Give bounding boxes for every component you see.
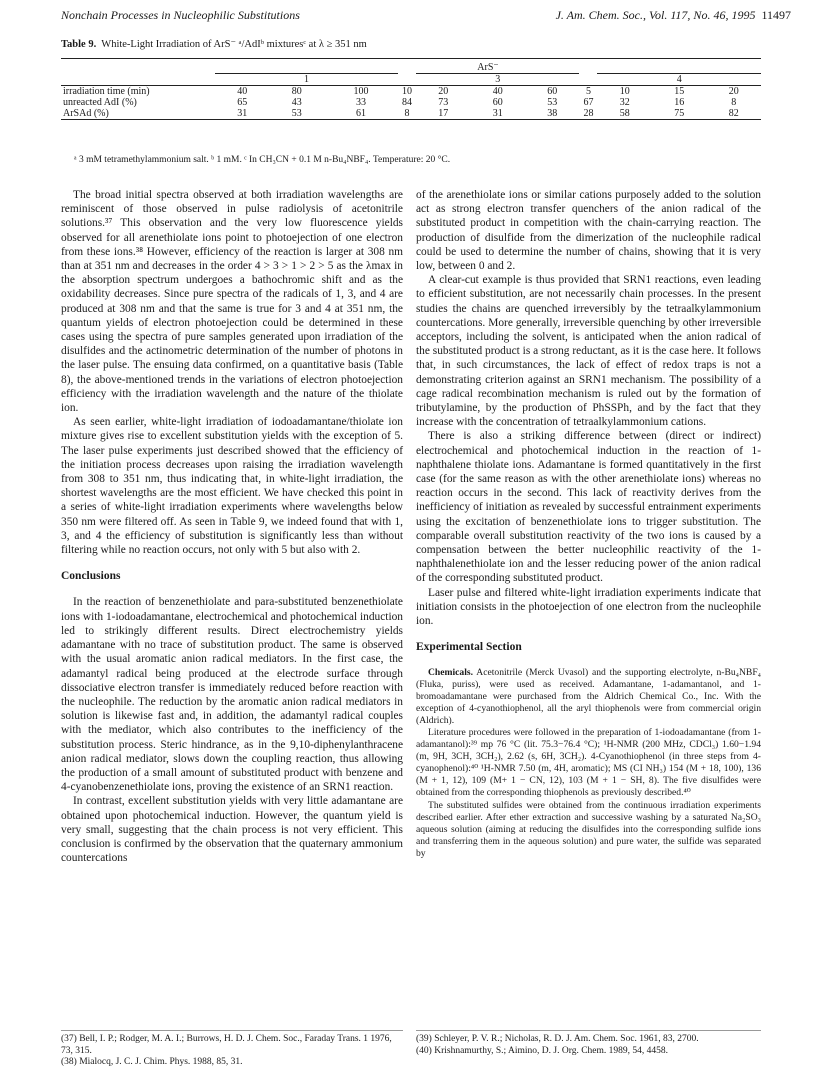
running-title: Nonchain Processes in Nucleophilic Substitutions [61,8,300,22]
paragraph: There is also a striking difference between (direct or indirect) electrochemical and photochemical induction in the reaction of 1-naphthalene thiolate ions. Adamantane is formed quantitatively in the first case (for the same reason as with the other arenethiolate ions) whereas no reaction occurs in the second. This lack of reactivity derives from the inefficiency of initiation as revealed by successful entrainment experiments using the excitation of benzenethiolate ions to trigger substitution. The comparable overall substitution reactivity of the two ions is caused by a compensation between the better nucleophilic reactivity of the 1-naphthalenethiolate ion and the lesser reducing power of the anion radical of the corresponding substituted product. [416,430,761,585]
table-cell: 8 [731,97,737,108]
row-label: unreacted AdI (%) [63,97,137,108]
references-left [61,1030,403,1069]
group-label: 4 [597,74,761,86]
group-label: 3 [416,74,580,86]
paragraph: As seen earlier, white-light irradiation of iodoadamantane/thiolate ion mixture gives rise to excellent substitution yields with the exception of 5. The laser pulse experiments just described showed that the efficiency of the initiation process decreases upon raising the irradiation wavelength from 308 to 351 nm, thus indicating that, in white-light irradiation, the shortest wavelengths are the most efficient. We have checked this point in a series of white-light irradiation experiments where wavelengths below 350 nm were filtered off. As seen in Table 9, we indeed found that with 1, 3, and 4 the efficiency of substitution is significantly less than without filtering while no reaction occurs, not only with 5 but also with 2. [61,416,403,557]
paragraph: In contrast, excellent substitution yields with very little adamantane are obtained upon photochemical induction. However, the quantum yield is very small, suggesting that the chain process is not very efficient. This conclusion is confirmed by the observation that the quaternary ammonium countercations [61,795,403,865]
table-caption-text: White-Light Irradiation of ArS⁻ ᵃ/AdIᵇ mixturesᶜ at λ ≥ 351 nm [101,39,367,50]
data-table [61,58,761,120]
paragraph: Laser pulse and filtered white-light irradiation experiments indicate that initiation consists in the photoejection of one electron from the nucleophile ion. [416,586,761,628]
group-label: 1 [215,74,398,86]
table-cell: 5 [585,86,591,97]
table-cell: 82 [728,108,739,119]
paragraph: of the arenethiolate ions or similar cations purposely added to the solution act as strong electron transfer quenchers of the anion radical of the substituted product in competition with the chain-carrying reaction. The production of disulfide from the dimerization of the nucleophile radical could be used to determine the number of chains, showing that it is very low, between 0 and 2. [416,189,761,273]
page-number: 11497 [761,8,791,22]
table-row [61,86,761,98]
table-row [61,97,761,108]
table-cell: 53 [547,97,558,108]
paragraph: In the reaction of benzenethiolate and para-substituted benzenethiolate ions with 1-iodoadamantane, electrochemical and photochemical induction led to strikingly different results. Direct electrochemistry yields adamantane with no trace of substitution product. The same is observed with the usual aromatic anion radical mediators. In the first case, the adamantyl radical being produced at the electrode surface through dissociative electron transfer is immediately reduced before reaction with the nucleophile. The reduction by the aromatic anion radical mediators in solution is likewise fast and, in addition, the adamantyl radical couples with the mediator, which also contributes to the inefficiency of the substitution process. Steric hindrance, as in the 9,10-diphenylanthracene anion radical mediator, slows down the coupling reaction, thus allowing the production of a small amount of substituted product with benzene and 4-cyanobenzenethiolate ions, proving the existence of an SRN1 reaction. [61,596,403,794]
paragraph: A clear-cut example is thus provided that SRN1 reactions, even leading to efficient substitution, are not necessarily chain processes. In the present studies the chains are quenched irreversibly by the tetraalkylammonium countercations. More generally, irreversible quenching by other irreversible acceptors, including the solvent, is anticipated when the anion radical of the substituted product is a strong reductant, as it is the case here. It follows that, in such circumstances, the lack of effect of redox traps is not a demonstrating criterion against an SRN1 mechanism. The possibility of a cage radical recombination mechanism is ruled out by the formation of tributylamine, by the production of PhSSPh, and by the fact that they increase with the concentration of tetraalkylammonium cations. [416,274,761,429]
journal-citation: J. Am. Chem. Soc., Vol. 117, No. 46, 1995 11497 [555,8,791,22]
table-cell: 65 [237,97,248,108]
table-cell: 17 [438,108,449,119]
row-label: irradiation time (min) [63,86,150,97]
table-cell: 31 [492,108,503,119]
table-cell: 60 [547,86,558,97]
reference: (38) Mialocq, J. C. J. Chim. Phys. 1988, 85, 31. [61,1057,243,1067]
table-cell: 8 [404,108,410,119]
paragraph: The substituted sulfides were obtained from the continuous irradiation experiments described earlier. After ether extraction and successive washing by a saturated Na₂SO₃ aqueous solution (aiming at reducing the disulfides into the corresponding sulfide ions and transferring them in the aqueous solution) and pure water, the sulfide was separated by [416,799,761,859]
reference: (39) Schleyer, P. V. R.; Nicholas, R. D. J. Am. Chem. Soc. 1961, 83, 2700. [416,1034,699,1044]
table-cell: 33 [355,97,366,108]
table-cell: 40 [492,86,503,97]
left-column [61,188,403,865]
paragraph: The broad initial spectra observed at both irradiation wavelengths are reminiscent of those observed in pulse radiolysis of acetonitrile solutions.³⁷ This observation and the very low fluorescence yields observed for all arenethiolate ions point to photoejection of one electron from these ions.³⁸ However, efficiency of the reaction is larger at 308 nm than at 351 nm and decreases in the order 4 > 3 > 1 > 2 > 5 as the λmax in the absorption spectrum undergoes a bathochromic shift and as the oxidability decreases. Since pure spectra of the radicals of 1, 3, and 4 are produced at 308 nm and that the same is true for 3 and 4 at 351 nm, the quantum yields of electron photoejection could be determined in these cases using the spectra of pure samples generated upon irradiation of the disulfides and the actinometric determination of the number of photons in the laser pulse. The ensuing data confirmed, on a quantitative basis (Table 8), the above-mentioned trends in the variations of electron photoejection efficiency with the irradiation wavelength and the nature of the thiolate ion. [61,189,403,415]
table-cell: 75 [674,108,685,119]
table-label: Table 9. [61,39,97,50]
table-cell: 40 [237,86,248,97]
subsection-title: Chemicals. [428,666,474,678]
table-cell: 73 [438,97,449,108]
references-right [416,1030,761,1057]
table-cell: 43 [291,97,302,108]
reference: (37) Bell, I. P.; Rodger, M. A. I.; Burrows, H. D. J. Chem. Soc., Faraday Trans. 1 1976, 73, 315. [61,1034,392,1056]
right-column [416,188,761,860]
table-row [61,108,761,120]
reference: (40) Krishnamurthy, S.; Aimino, D. J. Org. Chem. 1989, 54, 4458. [416,1045,669,1056]
table-cell: 61 [355,108,366,119]
experimental-text [416,667,761,861]
table-cell: 38 [547,108,558,119]
table-cell: 100 [353,86,369,97]
table-cell: 84 [401,97,412,108]
table-cell: 10 [619,86,630,97]
table-cell: 32 [619,97,630,108]
table-cell: 28 [583,108,594,119]
group-header: ArS⁻ [477,62,499,73]
table-caption [61,38,367,50]
table-cell: 67 [583,97,594,108]
table-cell: 53 [291,108,302,119]
table-footnote: ᵃ 3 mM tetramethylammonium salt. ᵇ 1 mM. ᶜ In CH₃CN + 0.1 M n-Bu₄NBF₄. Temperature: 20 °C. [74,155,451,165]
table-cell: 20 [728,86,739,97]
table-cell: 10 [401,86,412,97]
row-label: ArSAd (%) [63,108,109,119]
paragraph: Literature procedures were followed in the preparation of 1-iodoadamantane (from 1-adamantanol):³⁹ mp 76 °C (lit. 75.3−76.4 °C); ¹H-NMR (200 MHz, CDCl₃) 1.60−1.94 (m, 9H, 3CH, 3CH₂), 2.62 (s, 6H, 3CH₂). 4-Cyanothiophenol (in three steps from 4-cyanophenol):⁴⁰ ¹H-NMR 7.50 (m, 4H, aromatic); MS (CI NH₃) 154 (M + 18, 100), 136 (M + 1, 12), 109 (M+ 1 − CN, 12), 103 (M + 1 − SH, 8). The five disulfides were obtained from the corresponding thiophenols as previously described.⁴⁰ [416,726,761,799]
table-cell: 80 [291,86,302,97]
section-heading: Experimental Section [416,641,522,654]
table-cell: 20 [438,86,449,97]
table-cell: 31 [237,108,248,119]
table-cell: 58 [619,108,630,119]
table-cell: 16 [674,97,685,108]
table-cell: 60 [492,97,503,108]
table-cell: 15 [674,86,685,97]
paragraph: Chemicals. Acetonitrile (Merck Uvasol) and the supporting electrolyte, n-Bu₄NBF₄ (Fluka, puriss), were used as received. Adamantane, 1-adamantanol, and 1-bromoadamantane were purchased from the Aldrich Chemical Co., Inc. With the exception of 4-cyanothiophenol, all the aryl thiophenols were from commercial origin (Aldrich). [416,666,762,726]
section-heading: Conclusions [61,570,121,583]
